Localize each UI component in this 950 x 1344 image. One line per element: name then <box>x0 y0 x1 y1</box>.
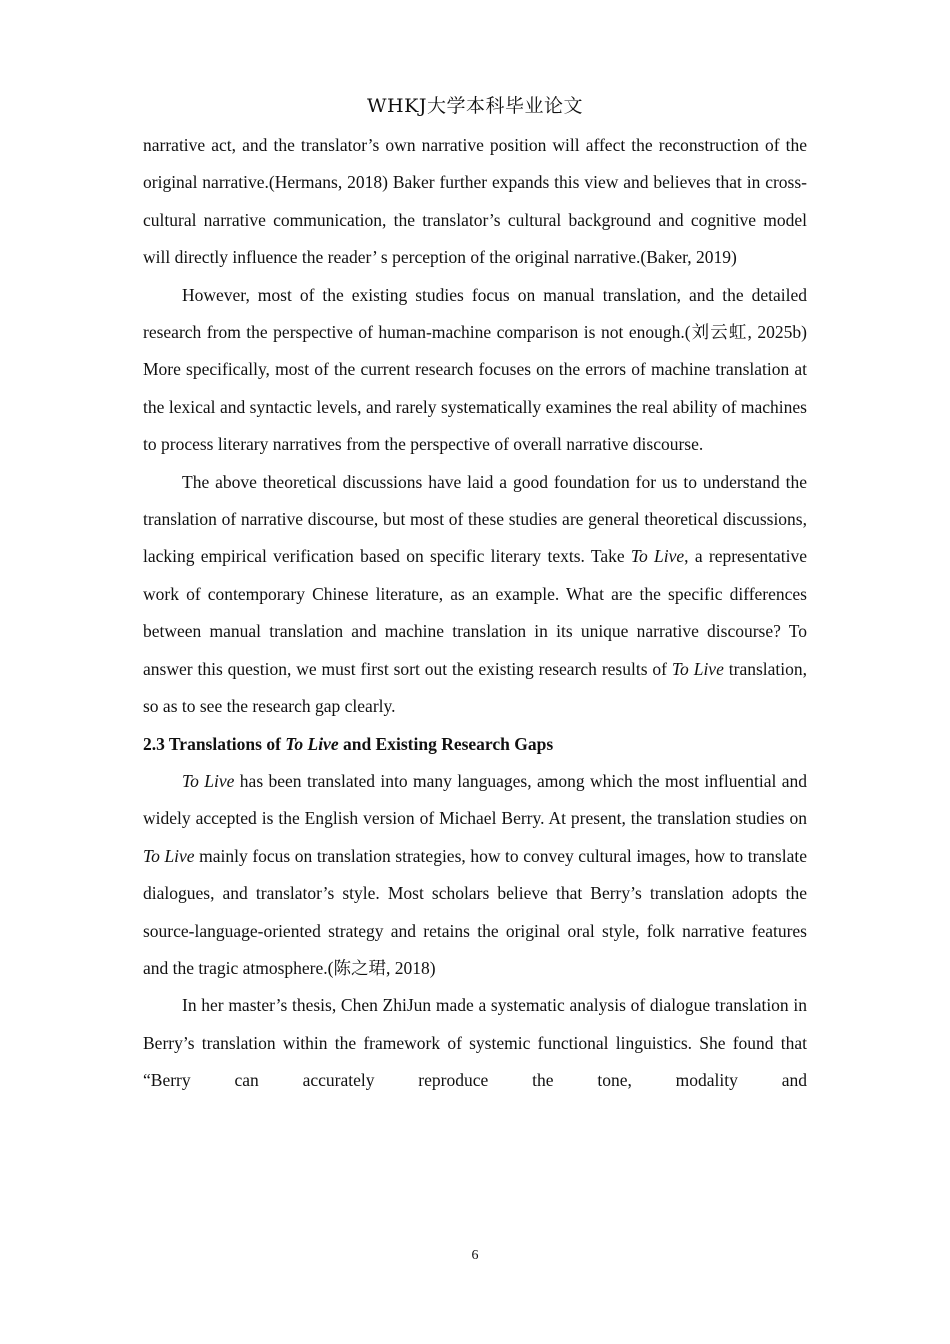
paragraph-3 <box>143 464 807 726</box>
page-header: WHKJ大学本科毕业论文 <box>367 95 583 117</box>
book-title-italic: To Live <box>671 658 724 679</box>
page-number: 6 <box>471 1248 479 1263</box>
section-heading-text-a: 2.3 Translations of <box>143 733 286 754</box>
paragraph-5: In her master’s thesis, Chen ZhiJun made a systematic analysis of dialogue translation in Berry’s translation within the framework of systemic functional linguistics. She found that “Berry can accurately reproduce the tone, modality and <box>143 995 807 1091</box>
paragraph-1: narrative act, and the translator’s own narrative position will affect the reconstruction of the original narrative.(Hermans, 2018) Baker further expands this view and believes that in cross-cultural narrative communication, the translator’s cultural background and cognitive model will directly influence the reader’ s perception of the original narrative.(Baker, 2019) <box>143 135 807 268</box>
paragraph-3-text-e: translation, so as to see the research gap clearly. <box>143 658 807 717</box>
paragraph-3-text-c: , a representative work of contemporary Chinese literature, as an example. What are the specific differences between manual translation and machine translation in its unique narrative discourse? To answer this question, we must first sort out the existing research results of <box>143 546 808 679</box>
paragraph-4-text-d: mainly focus on translation strategies, how to convey cultural images, how to translate dialogues, and translator’s style. Most scholars believe that Berry’s translation adopts the source-language-oriented strategy and retains the original oral style, folk narrative features and the tragic atmosphere.(陈之珺, 2018) <box>143 845 807 978</box>
paragraph-4-text-b: has been translated into many languages, among which the most influential and widely accepted is the English version of Michael Berry. At present, the translation studies on <box>143 770 807 829</box>
paragraph-3-text-a: The above theoretical discussions have laid a good foundation for us to understand the translation of narrative discourse, but most of these studies are general theoretical discussions, lacking empirical verification based on specific literary texts. Take <box>143 471 807 567</box>
section-heading <box>143 726 807 763</box>
paragraph-4 <box>143 763 807 987</box>
book-title-italic: To Live <box>143 845 195 866</box>
book-title-italic: To Live <box>182 770 235 791</box>
book-title-italic: To Live <box>630 546 685 567</box>
book-title-italic: To Live <box>285 733 339 754</box>
section-heading-text-c: and Existing Research Gaps <box>338 733 554 754</box>
body-text <box>143 127 807 1100</box>
paragraph-2: However, most of the existing studies focus on manual translation, and the detailed research from the perspective of human-machine comparison is not enough.(刘云虹, 2025b) More specifically, most of the current research focuses on the errors of machine translation at the lexical and syntactic levels, and rarely systematically examines the real ability of machines to process literary narratives from the perspective of overall narrative discourse. <box>143 284 807 455</box>
